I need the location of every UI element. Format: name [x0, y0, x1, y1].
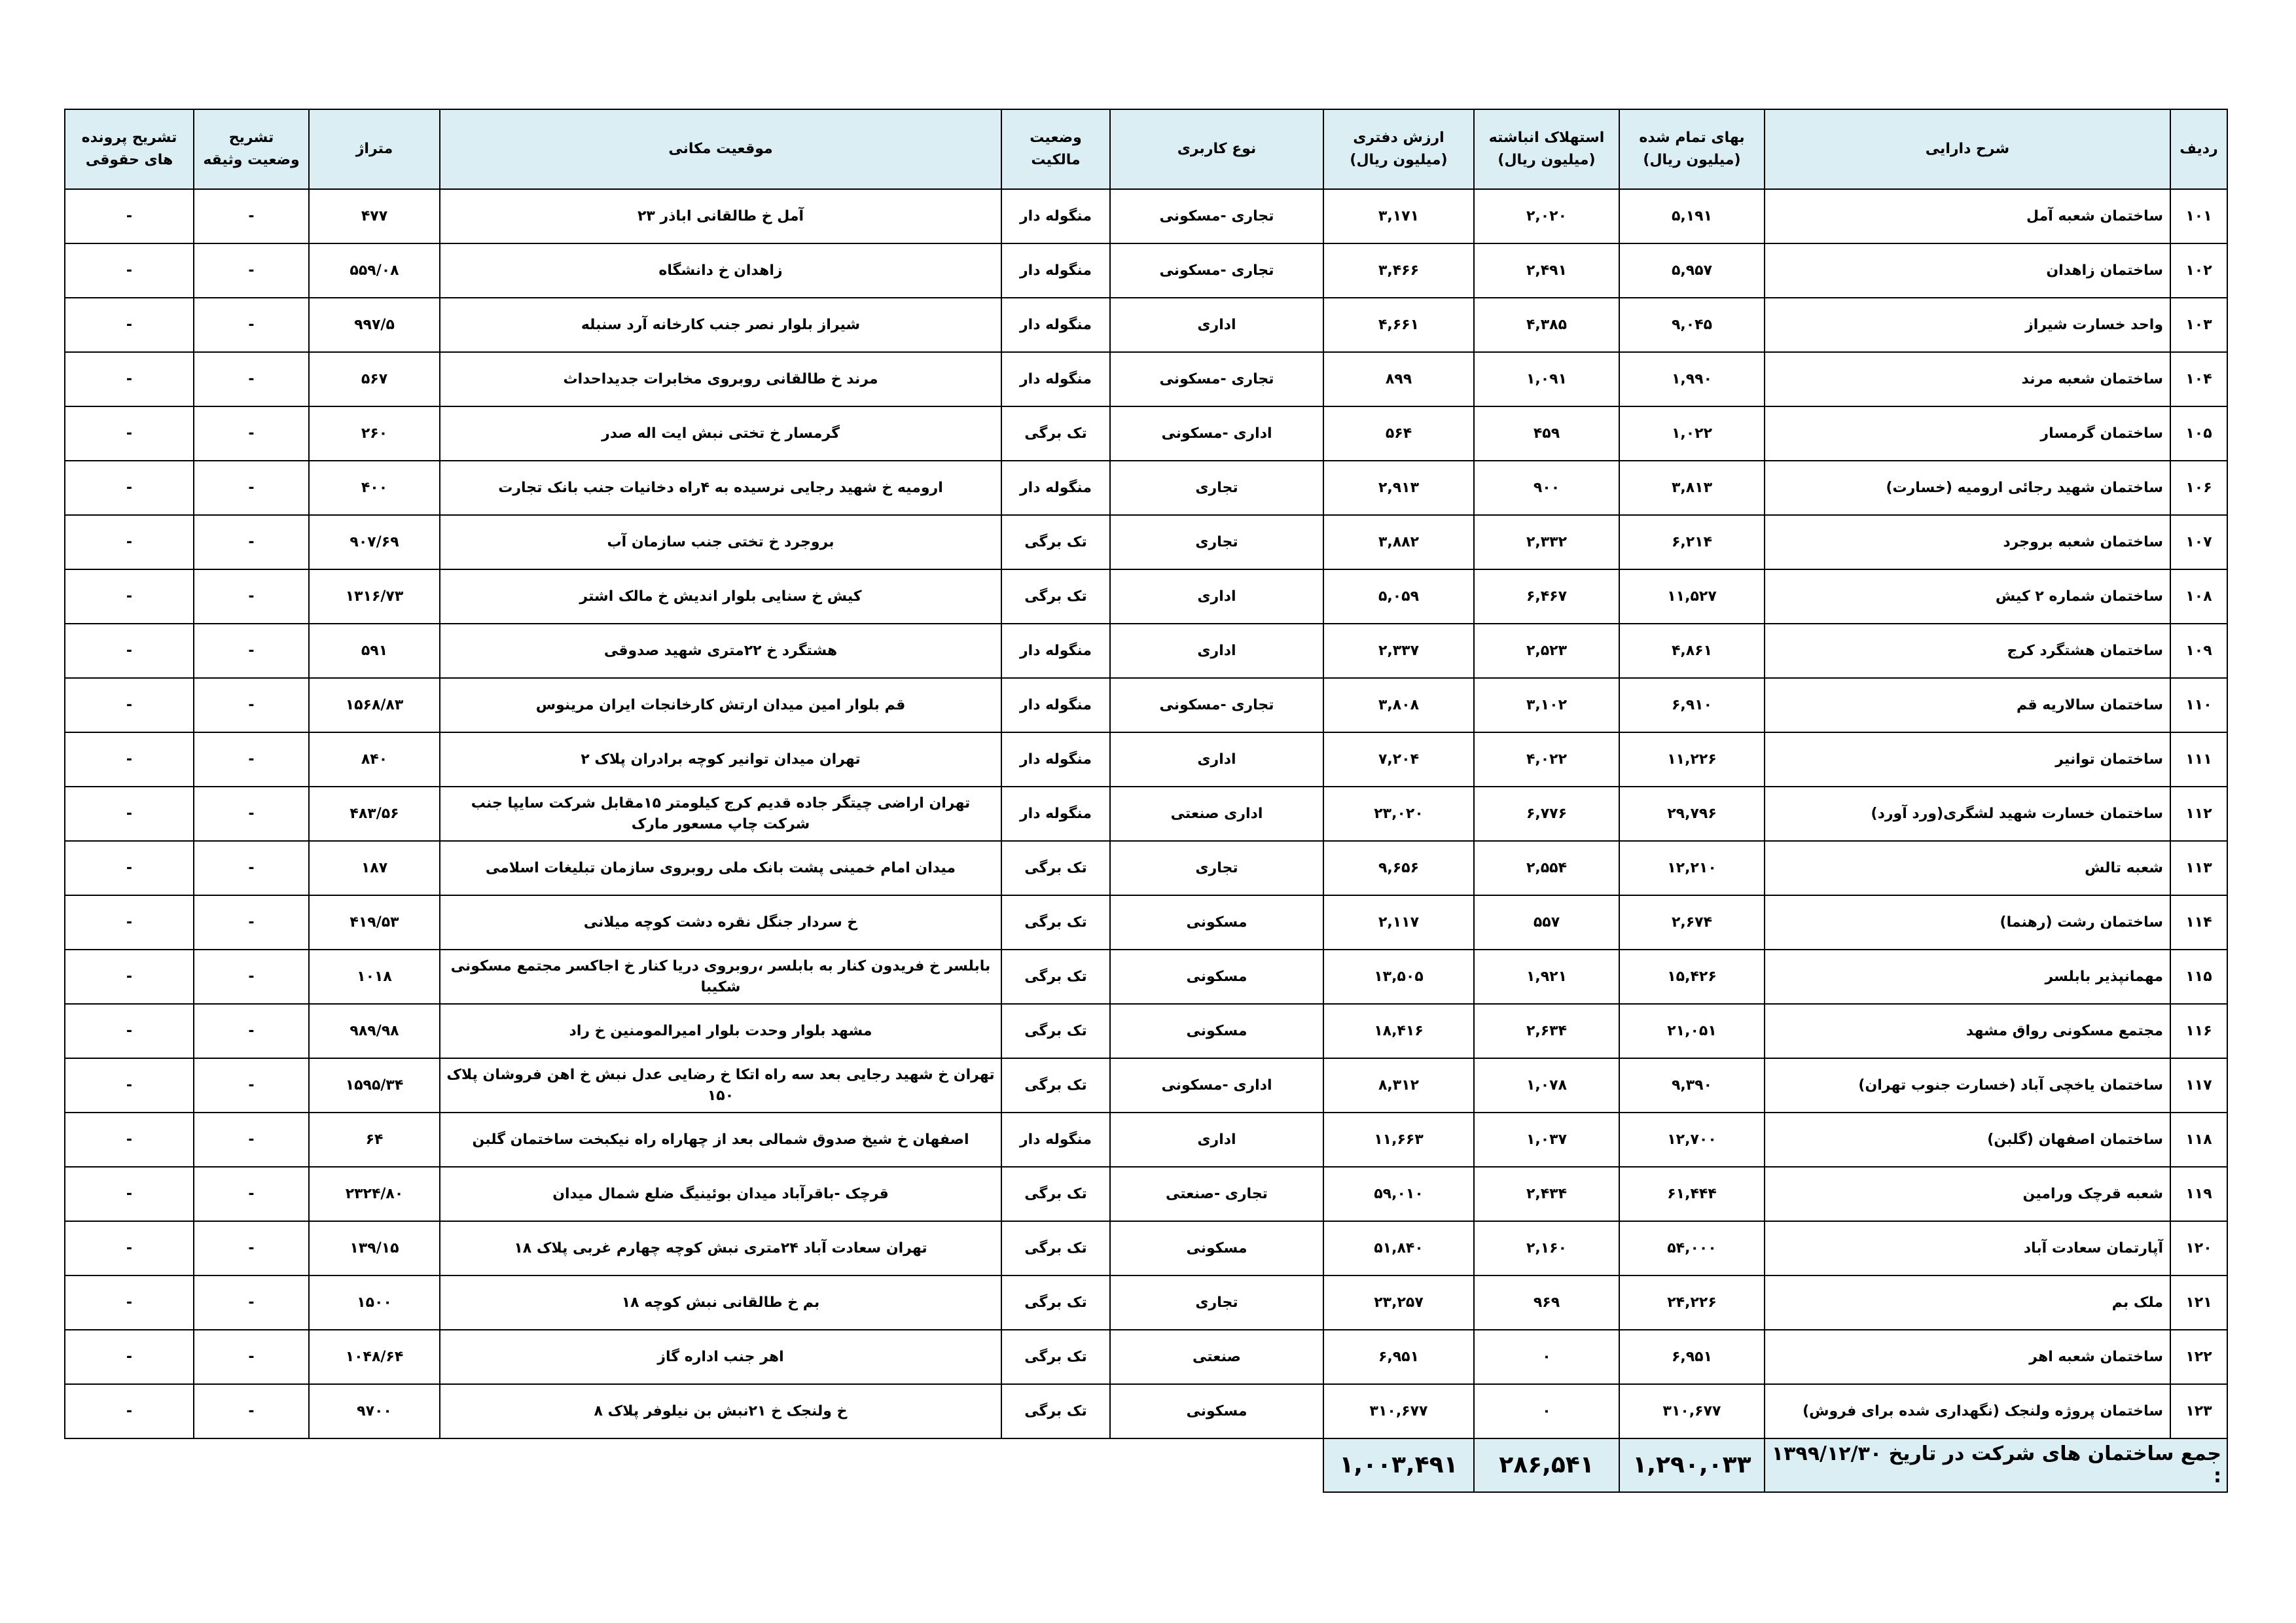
cell-usage: اداری [1110, 732, 1323, 787]
cell-collateral: - [194, 352, 309, 406]
header-row-number: ردیف [2170, 109, 2227, 189]
cell-book-value: ۱۸,۴۱۶ [1323, 1004, 1474, 1058]
cell-cost: ۶,۹۱۰ [1619, 678, 1765, 732]
cell-description: مهمانپذیر بابلسر [1765, 950, 2170, 1004]
cell-row-number: ۱۱۶ [2170, 1004, 2227, 1058]
table-row [65, 678, 2227, 732]
cell-legal-cases: - [65, 895, 194, 950]
cell-ownership: منگوله دار [1001, 1113, 1110, 1167]
cell-collateral: - [194, 569, 309, 624]
cell-ownership: تک برگی [1001, 1221, 1110, 1275]
cell-depreciation: ۴۵۹ [1474, 406, 1619, 461]
cell-area: ۱۰۴۸/۶۴ [309, 1330, 440, 1384]
header-book-value: ارزش دفتری (میلیون ریال) [1323, 109, 1474, 189]
cell-area: ۱۵۹۵/۳۴ [309, 1058, 440, 1113]
table-row [65, 515, 2227, 569]
cell-row-number: ۱۱۹ [2170, 1167, 2227, 1221]
cell-row-number: ۱۱۳ [2170, 841, 2227, 895]
cell-depreciation: ۱,۰۳۷ [1474, 1113, 1619, 1167]
cell-area: ۱۰۱۸ [309, 950, 440, 1004]
cell-cost: ۵,۹۵۷ [1619, 243, 1765, 298]
cell-usage: تجاری [1110, 1275, 1323, 1330]
cell-ownership: تک برگی [1001, 1275, 1110, 1330]
header-collateral: تشریح وضعیت وثیقه [194, 109, 309, 189]
cell-area: ۹۸۹/۹۸ [309, 1004, 440, 1058]
cell-collateral: - [194, 243, 309, 298]
cell-description: ساختمان شعبه اهر [1765, 1330, 2170, 1384]
cell-row-number: ۱۰۳ [2170, 298, 2227, 352]
table-row [65, 298, 2227, 352]
cell-area: ۱۵۶۸/۸۳ [309, 678, 440, 732]
totals-label: جمع ساختمان های شرکت در تاریخ ۱۳۹۹/۱۲/۳۰ : [1765, 1438, 2227, 1492]
cell-location: اصفهان خ شیخ صدوق شمالی بعد از چهاراه راه نیکبخت ساختمان گلبن [440, 1113, 1001, 1167]
cell-location: خ ولنجک خ ۲۱نبش بن نیلوفر پلاک ۸ [440, 1384, 1001, 1438]
cell-location: بابلسر خ فریدون کنار به بابلسر ،روبروی دریا کنار خ اجاکسر مجتمع مسکونی شکیبا [440, 950, 1001, 1004]
cell-legal-cases: - [65, 1330, 194, 1384]
cell-cost: ۵,۱۹۱ [1619, 189, 1765, 243]
cell-book-value: ۶,۹۵۱ [1323, 1330, 1474, 1384]
cell-depreciation: ۰ [1474, 1330, 1619, 1384]
cell-row-number: ۱۱۲ [2170, 787, 2227, 841]
cell-area: ۵۵۹/۰۸ [309, 243, 440, 298]
cell-collateral: - [194, 1330, 309, 1384]
cell-usage: اداری [1110, 624, 1323, 678]
cell-depreciation: ۲,۱۶۰ [1474, 1221, 1619, 1275]
table-row [65, 841, 2227, 895]
cell-usage: مسکونی [1110, 1004, 1323, 1058]
cell-ownership: تک برگی [1001, 1004, 1110, 1058]
cell-cost: ۲۹,۷۹۶ [1619, 787, 1765, 841]
cell-location: زاهدان خ دانشگاه [440, 243, 1001, 298]
cell-location: مرند خ طالقانی روبروی مخابرات جدیداحداث [440, 352, 1001, 406]
cell-row-number: ۱۰۱ [2170, 189, 2227, 243]
table-row [65, 1384, 2227, 1438]
cell-collateral: - [194, 895, 309, 950]
cell-cost: ۹,۳۹۰ [1619, 1058, 1765, 1113]
cell-depreciation: ۵۵۷ [1474, 895, 1619, 950]
cell-collateral: - [194, 732, 309, 787]
cell-row-number: ۱۱۵ [2170, 950, 2227, 1004]
cell-book-value: ۲,۱۱۷ [1323, 895, 1474, 950]
cell-cost: ۴,۸۶۱ [1619, 624, 1765, 678]
header-area: متراژ [309, 109, 440, 189]
cell-ownership: منگوله دار [1001, 787, 1110, 841]
cell-location: تهران میدان توانیر کوچه برادران پلاک ۲ [440, 732, 1001, 787]
cell-ownership: منگوله دار [1001, 624, 1110, 678]
cell-book-value: ۲,۹۱۳ [1323, 461, 1474, 515]
cell-row-number: ۱۱۷ [2170, 1058, 2227, 1113]
cell-collateral: - [194, 624, 309, 678]
cell-depreciation: ۹۰۰ [1474, 461, 1619, 515]
cell-usage: اداری [1110, 298, 1323, 352]
table-row [65, 243, 2227, 298]
cell-usage: صنعتی [1110, 1330, 1323, 1384]
cell-area: ۴۸۳/۵۶ [309, 787, 440, 841]
cell-legal-cases: - [65, 787, 194, 841]
cell-description: آپارتمان سعادت آباد [1765, 1221, 2170, 1275]
cell-cost: ۱۱,۲۲۶ [1619, 732, 1765, 787]
cell-location: تهران خ شهید رجایی بعد سه راه اتکا خ رضایی عدل نبش خ اهن فروشان پلاک ۱۵۰ [440, 1058, 1001, 1113]
cell-location: خ سردار جنگل نقره دشت کوچه میلانی [440, 895, 1001, 950]
cell-ownership: تک برگی [1001, 1330, 1110, 1384]
cell-area: ۹۰۷/۶۹ [309, 515, 440, 569]
cell-ownership: تک برگی [1001, 1058, 1110, 1113]
cell-ownership: منگوله دار [1001, 243, 1110, 298]
cell-depreciation: ۲,۶۳۴ [1474, 1004, 1619, 1058]
cell-depreciation: ۲,۰۲۰ [1474, 189, 1619, 243]
cell-depreciation: ۶,۷۷۶ [1474, 787, 1619, 841]
cell-collateral: - [194, 1221, 309, 1275]
cell-legal-cases: - [65, 352, 194, 406]
cell-depreciation: ۹۶۹ [1474, 1275, 1619, 1330]
table-row [65, 406, 2227, 461]
cell-area: ۴۰۰ [309, 461, 440, 515]
cell-usage: تجاری -مسکونی [1110, 678, 1323, 732]
cell-cost: ۱۲,۲۱۰ [1619, 841, 1765, 895]
cell-book-value: ۱۱,۶۶۳ [1323, 1113, 1474, 1167]
cell-description: ساختمان پروژه ولنجک (نگهداری شده برای فروش) [1765, 1384, 2170, 1438]
cell-row-number: ۱۰۷ [2170, 515, 2227, 569]
cell-depreciation: ۳,۱۰۲ [1474, 678, 1619, 732]
header-location: موقعیت مکانی [440, 109, 1001, 189]
cell-area: ۵۹۱ [309, 624, 440, 678]
cell-depreciation: ۰ [1474, 1384, 1619, 1438]
cell-description: ساختمان یاخچی آباد (خسارت جنوب تهران) [1765, 1058, 2170, 1113]
cell-row-number: ۱۱۴ [2170, 895, 2227, 950]
cell-description: ساختمان توانیر [1765, 732, 2170, 787]
cell-collateral: - [194, 678, 309, 732]
cell-book-value: ۵۱,۸۴۰ [1323, 1221, 1474, 1275]
cell-legal-cases: - [65, 1384, 194, 1438]
cell-collateral: - [194, 950, 309, 1004]
cell-location: بروجرد خ تختی جنب سازمان آب [440, 515, 1001, 569]
cell-ownership: تک برگی [1001, 1384, 1110, 1438]
cell-depreciation: ۶,۴۶۷ [1474, 569, 1619, 624]
cell-collateral: - [194, 406, 309, 461]
cell-ownership: تک برگی [1001, 895, 1110, 950]
cell-usage: اداری -مسکونی [1110, 1058, 1323, 1113]
table-row [65, 1113, 2227, 1167]
cell-usage: اداری -مسکونی [1110, 406, 1323, 461]
cell-area: ۲۶۰ [309, 406, 440, 461]
cell-description: ساختمان هشتگرد کرج [1765, 624, 2170, 678]
cell-row-number: ۱۱۸ [2170, 1113, 2227, 1167]
cell-description: ساختمان رشت (رهنما) [1765, 895, 2170, 950]
cell-cost: ۲۴,۲۲۶ [1619, 1275, 1765, 1330]
cell-location: شیراز بلوار نصر جنب کارخانه آرد سنبله [440, 298, 1001, 352]
cell-row-number: ۱۰۴ [2170, 352, 2227, 406]
cell-usage: مسکونی [1110, 1221, 1323, 1275]
cell-legal-cases: - [65, 515, 194, 569]
cell-usage: تجاری -مسکونی [1110, 352, 1323, 406]
cell-book-value: ۳,۴۶۶ [1323, 243, 1474, 298]
cell-description: واحد خسارت شیراز [1765, 298, 2170, 352]
cell-row-number: ۱۲۲ [2170, 1330, 2227, 1384]
cell-depreciation: ۲,۴۳۴ [1474, 1167, 1619, 1221]
cell-cost: ۵۴,۰۰۰ [1619, 1221, 1765, 1275]
cell-usage: تجاری [1110, 515, 1323, 569]
cell-location: ارومیه خ شهید رجایی نرسیده به ۴راه دخانیات جنب بانک تجارت [440, 461, 1001, 515]
cell-cost: ۶,۲۱۴ [1619, 515, 1765, 569]
header-cost: بهای تمام شده (میلیون ریال) [1619, 109, 1765, 189]
cell-collateral: - [194, 787, 309, 841]
cell-row-number: ۱۱۱ [2170, 732, 2227, 787]
cell-location: میدان امام خمینی پشت بانک ملی روبروی سازمان تبلیغات اسلامی [440, 841, 1001, 895]
cell-row-number: ۱۲۳ [2170, 1384, 2227, 1438]
cell-cost: ۱۵,۴۲۶ [1619, 950, 1765, 1004]
cell-depreciation: ۱,۹۲۱ [1474, 950, 1619, 1004]
cell-usage: مسکونی [1110, 950, 1323, 1004]
cell-depreciation: ۲,۳۳۲ [1474, 515, 1619, 569]
cell-collateral: - [194, 1275, 309, 1330]
cell-book-value: ۵۹,۰۱۰ [1323, 1167, 1474, 1221]
totals-row [65, 1438, 2227, 1492]
cell-row-number: ۱۰۶ [2170, 461, 2227, 515]
cell-row-number: ۱۱۰ [2170, 678, 2227, 732]
cell-collateral: - [194, 1113, 309, 1167]
cell-legal-cases: - [65, 950, 194, 1004]
cell-ownership: تک برگی [1001, 950, 1110, 1004]
cell-book-value: ۵۶۴ [1323, 406, 1474, 461]
table-row [65, 787, 2227, 841]
cell-collateral: - [194, 1384, 309, 1438]
table-row [65, 569, 2227, 624]
cell-area: ۹۷۰۰ [309, 1384, 440, 1438]
table-row [65, 1167, 2227, 1221]
cell-book-value: ۵,۰۵۹ [1323, 569, 1474, 624]
cell-description: مجتمع مسکونی رواق مشهد [1765, 1004, 2170, 1058]
cell-area: ۱۸۷ [309, 841, 440, 895]
table-row [65, 461, 2227, 515]
cell-area: ۱۵۰۰ [309, 1275, 440, 1330]
cell-collateral: - [194, 461, 309, 515]
header-usage: نوع کاربری [1110, 109, 1323, 189]
cell-area: ۴۱۹/۵۳ [309, 895, 440, 950]
cell-book-value: ۲,۳۳۷ [1323, 624, 1474, 678]
cell-book-value: ۳,۱۷۱ [1323, 189, 1474, 243]
cell-legal-cases: - [65, 189, 194, 243]
table-row [65, 1330, 2227, 1384]
cell-collateral: - [194, 1058, 309, 1113]
totals-depreciation: ۲۸۶,۵۴۱ [1474, 1438, 1619, 1492]
header-row [65, 109, 2227, 189]
header-description: شرح دارایی [1765, 109, 2170, 189]
cell-legal-cases: - [65, 841, 194, 895]
totals-blank [65, 1438, 1323, 1492]
cell-legal-cases: - [65, 406, 194, 461]
cell-ownership: تک برگی [1001, 841, 1110, 895]
cell-description: شعبه تالش [1765, 841, 2170, 895]
cell-area: ۲۳۲۴/۸۰ [309, 1167, 440, 1221]
cell-usage: مسکونی [1110, 895, 1323, 950]
cell-depreciation: ۲,۴۹۱ [1474, 243, 1619, 298]
cell-cost: ۶,۹۵۱ [1619, 1330, 1765, 1384]
table-row [65, 732, 2227, 787]
cell-location: بم خ طالقانی نبش کوچه ۱۸ [440, 1275, 1001, 1330]
totals-book-value: ۱,۰۰۳,۴۹۱ [1323, 1438, 1474, 1492]
cell-usage: اداری [1110, 1113, 1323, 1167]
cell-ownership: تک برگی [1001, 569, 1110, 624]
cell-legal-cases: - [65, 732, 194, 787]
cell-legal-cases: - [65, 624, 194, 678]
cell-depreciation: ۴,۳۸۵ [1474, 298, 1619, 352]
cell-usage: مسکونی [1110, 1384, 1323, 1438]
cell-legal-cases: - [65, 461, 194, 515]
cell-description: ساختمان خسارت شهید لشگری(ورد آورد) [1765, 787, 2170, 841]
cell-description: ساختمان شعبه بروجرد [1765, 515, 2170, 569]
cell-location: قرچک -باقرآباد میدان بوئینیگ ضلع شمال میدان [440, 1167, 1001, 1221]
cell-location: اهر جنب اداره گاز [440, 1330, 1001, 1384]
cell-row-number: ۱۲۱ [2170, 1275, 2227, 1330]
cell-depreciation: ۱,۰۷۸ [1474, 1058, 1619, 1113]
cell-depreciation: ۱,۰۹۱ [1474, 352, 1619, 406]
cell-book-value: ۲۳,۰۲۰ [1323, 787, 1474, 841]
cell-cost: ۹,۰۴۵ [1619, 298, 1765, 352]
table-row [65, 1058, 2227, 1113]
cell-legal-cases: - [65, 569, 194, 624]
cell-usage: تجاری -صنعتی [1110, 1167, 1323, 1221]
cell-legal-cases: - [65, 298, 194, 352]
cell-book-value: ۳,۸۸۲ [1323, 515, 1474, 569]
cell-legal-cases: - [65, 1004, 194, 1058]
cell-collateral: - [194, 298, 309, 352]
cell-book-value: ۱۳,۵۰۵ [1323, 950, 1474, 1004]
cell-cost: ۱,۰۲۲ [1619, 406, 1765, 461]
header-ownership: وضعیت مالکیت [1001, 109, 1110, 189]
cell-description: ساختمان شعبه آمل [1765, 189, 2170, 243]
cell-area: ۱۳۱۶/۷۳ [309, 569, 440, 624]
cell-book-value: ۷,۲۰۴ [1323, 732, 1474, 787]
cell-area: ۹۹۷/۵ [309, 298, 440, 352]
cell-description: ساختمان سالاریه قم [1765, 678, 2170, 732]
cell-depreciation: ۲,۵۵۴ [1474, 841, 1619, 895]
cell-book-value: ۳۱۰,۶۷۷ [1323, 1384, 1474, 1438]
header-legal-cases: تشریح پرونده های حقوقی [65, 109, 194, 189]
cell-cost: ۳,۸۱۳ [1619, 461, 1765, 515]
cell-description: شعبه قرچک ورامین [1765, 1167, 2170, 1221]
table-row [65, 1221, 2227, 1275]
cell-ownership: منگوله دار [1001, 298, 1110, 352]
cell-cost: ۱۱,۵۲۷ [1619, 569, 1765, 624]
cell-row-number: ۱۰۹ [2170, 624, 2227, 678]
cell-depreciation: ۲,۵۲۳ [1474, 624, 1619, 678]
cell-ownership: منگوله دار [1001, 352, 1110, 406]
cell-cost: ۱۲,۷۰۰ [1619, 1113, 1765, 1167]
cell-row-number: ۱۰۲ [2170, 243, 2227, 298]
cell-book-value: ۳,۸۰۸ [1323, 678, 1474, 732]
cell-description: ساختمان شعبه مرند [1765, 352, 2170, 406]
cell-book-value: ۸۹۹ [1323, 352, 1474, 406]
cell-cost: ۲۱,۰۵۱ [1619, 1004, 1765, 1058]
cell-ownership: تک برگی [1001, 1167, 1110, 1221]
cell-usage: تجاری -مسکونی [1110, 189, 1323, 243]
table-row [65, 1004, 2227, 1058]
cell-location: کیش خ سنایی بلوار اندیش خ مالک اشتر [440, 569, 1001, 624]
table-row [65, 624, 2227, 678]
totals-cost: ۱,۲۹۰,۰۳۳ [1619, 1438, 1765, 1492]
cell-area: ۱۳۹/۱۵ [309, 1221, 440, 1275]
cell-description: ساختمان زاهدان [1765, 243, 2170, 298]
assets-table [64, 109, 2228, 1493]
cell-collateral: - [194, 515, 309, 569]
cell-book-value: ۸,۳۱۲ [1323, 1058, 1474, 1113]
cell-ownership: منگوله دار [1001, 189, 1110, 243]
cell-book-value: ۲۳,۲۵۷ [1323, 1275, 1474, 1330]
cell-location: هشتگرد خ ۲۲متری شهید صدوقی [440, 624, 1001, 678]
cell-usage: اداری صنعتی [1110, 787, 1323, 841]
cell-ownership: منگوله دار [1001, 461, 1110, 515]
cell-ownership: منگوله دار [1001, 732, 1110, 787]
table-row [65, 189, 2227, 243]
cell-area: ۸۴۰ [309, 732, 440, 787]
cell-location: مشهد بلوار وحدت بلوار امیرالمومنین خ راد [440, 1004, 1001, 1058]
cell-legal-cases: - [65, 1058, 194, 1113]
cell-description: ساختمان شهید رجائی ارومیه (خسارت) [1765, 461, 2170, 515]
cell-location: تهران اراضی چیتگر جاده قدیم کرج کیلومتر ۱۵مقابل شرکت سایپا جنب شرکت چاپ مسعور مارک [440, 787, 1001, 841]
cell-description: ملک بم [1765, 1275, 2170, 1330]
cell-collateral: - [194, 1167, 309, 1221]
cell-area: ۴۷۷ [309, 189, 440, 243]
cell-ownership: منگوله دار [1001, 678, 1110, 732]
cell-legal-cases: - [65, 678, 194, 732]
cell-depreciation: ۴,۰۲۲ [1474, 732, 1619, 787]
cell-row-number: ۱۰۵ [2170, 406, 2227, 461]
cell-ownership: تک برگی [1001, 406, 1110, 461]
table-row [65, 1275, 2227, 1330]
cell-description: ساختمان اصفهان (گلبن) [1765, 1113, 2170, 1167]
cell-cost: ۱,۹۹۰ [1619, 352, 1765, 406]
cell-collateral: - [194, 189, 309, 243]
cell-collateral: - [194, 1004, 309, 1058]
cell-cost: ۲,۶۷۴ [1619, 895, 1765, 950]
cell-area: ۵۶۷ [309, 352, 440, 406]
cell-legal-cases: - [65, 1167, 194, 1221]
cell-row-number: ۱۲۰ [2170, 1221, 2227, 1275]
cell-location: آمل خ طالقانی اباذر ۲۳ [440, 189, 1001, 243]
cell-location: گرمسار خ تختی نبش ایت اله صدر [440, 406, 1001, 461]
table-row [65, 352, 2227, 406]
cell-location: تهران سعادت آباد ۲۴متری نبش کوچه چهارم غربی پلاک ۱۸ [440, 1221, 1001, 1275]
cell-description: ساختمان شماره ۲ کیش [1765, 569, 2170, 624]
cell-row-number: ۱۰۸ [2170, 569, 2227, 624]
cell-cost: ۳۱۰,۶۷۷ [1619, 1384, 1765, 1438]
cell-book-value: ۴,۶۶۱ [1323, 298, 1474, 352]
cell-legal-cases: - [65, 243, 194, 298]
cell-ownership: تک برگی [1001, 515, 1110, 569]
cell-description: ساختمان گرمسار [1765, 406, 2170, 461]
table-row [65, 895, 2227, 950]
cell-location: قم بلوار امین میدان ارتش کارخانجات ایران مرینوس [440, 678, 1001, 732]
cell-legal-cases: - [65, 1221, 194, 1275]
table-row [65, 950, 2227, 1004]
cell-book-value: ۹,۶۵۶ [1323, 841, 1474, 895]
cell-collateral: - [194, 841, 309, 895]
cell-area: ۶۴ [309, 1113, 440, 1167]
cell-legal-cases: - [65, 1113, 194, 1167]
cell-usage: تجاری [1110, 461, 1323, 515]
cell-cost: ۶۱,۴۴۴ [1619, 1167, 1765, 1221]
cell-legal-cases: - [65, 1275, 194, 1330]
header-depreciation: استهلاک انباشته (میلیون ریال) [1474, 109, 1619, 189]
cell-usage: تجاری -مسکونی [1110, 243, 1323, 298]
cell-usage: تجاری [1110, 841, 1323, 895]
cell-usage: اداری [1110, 569, 1323, 624]
